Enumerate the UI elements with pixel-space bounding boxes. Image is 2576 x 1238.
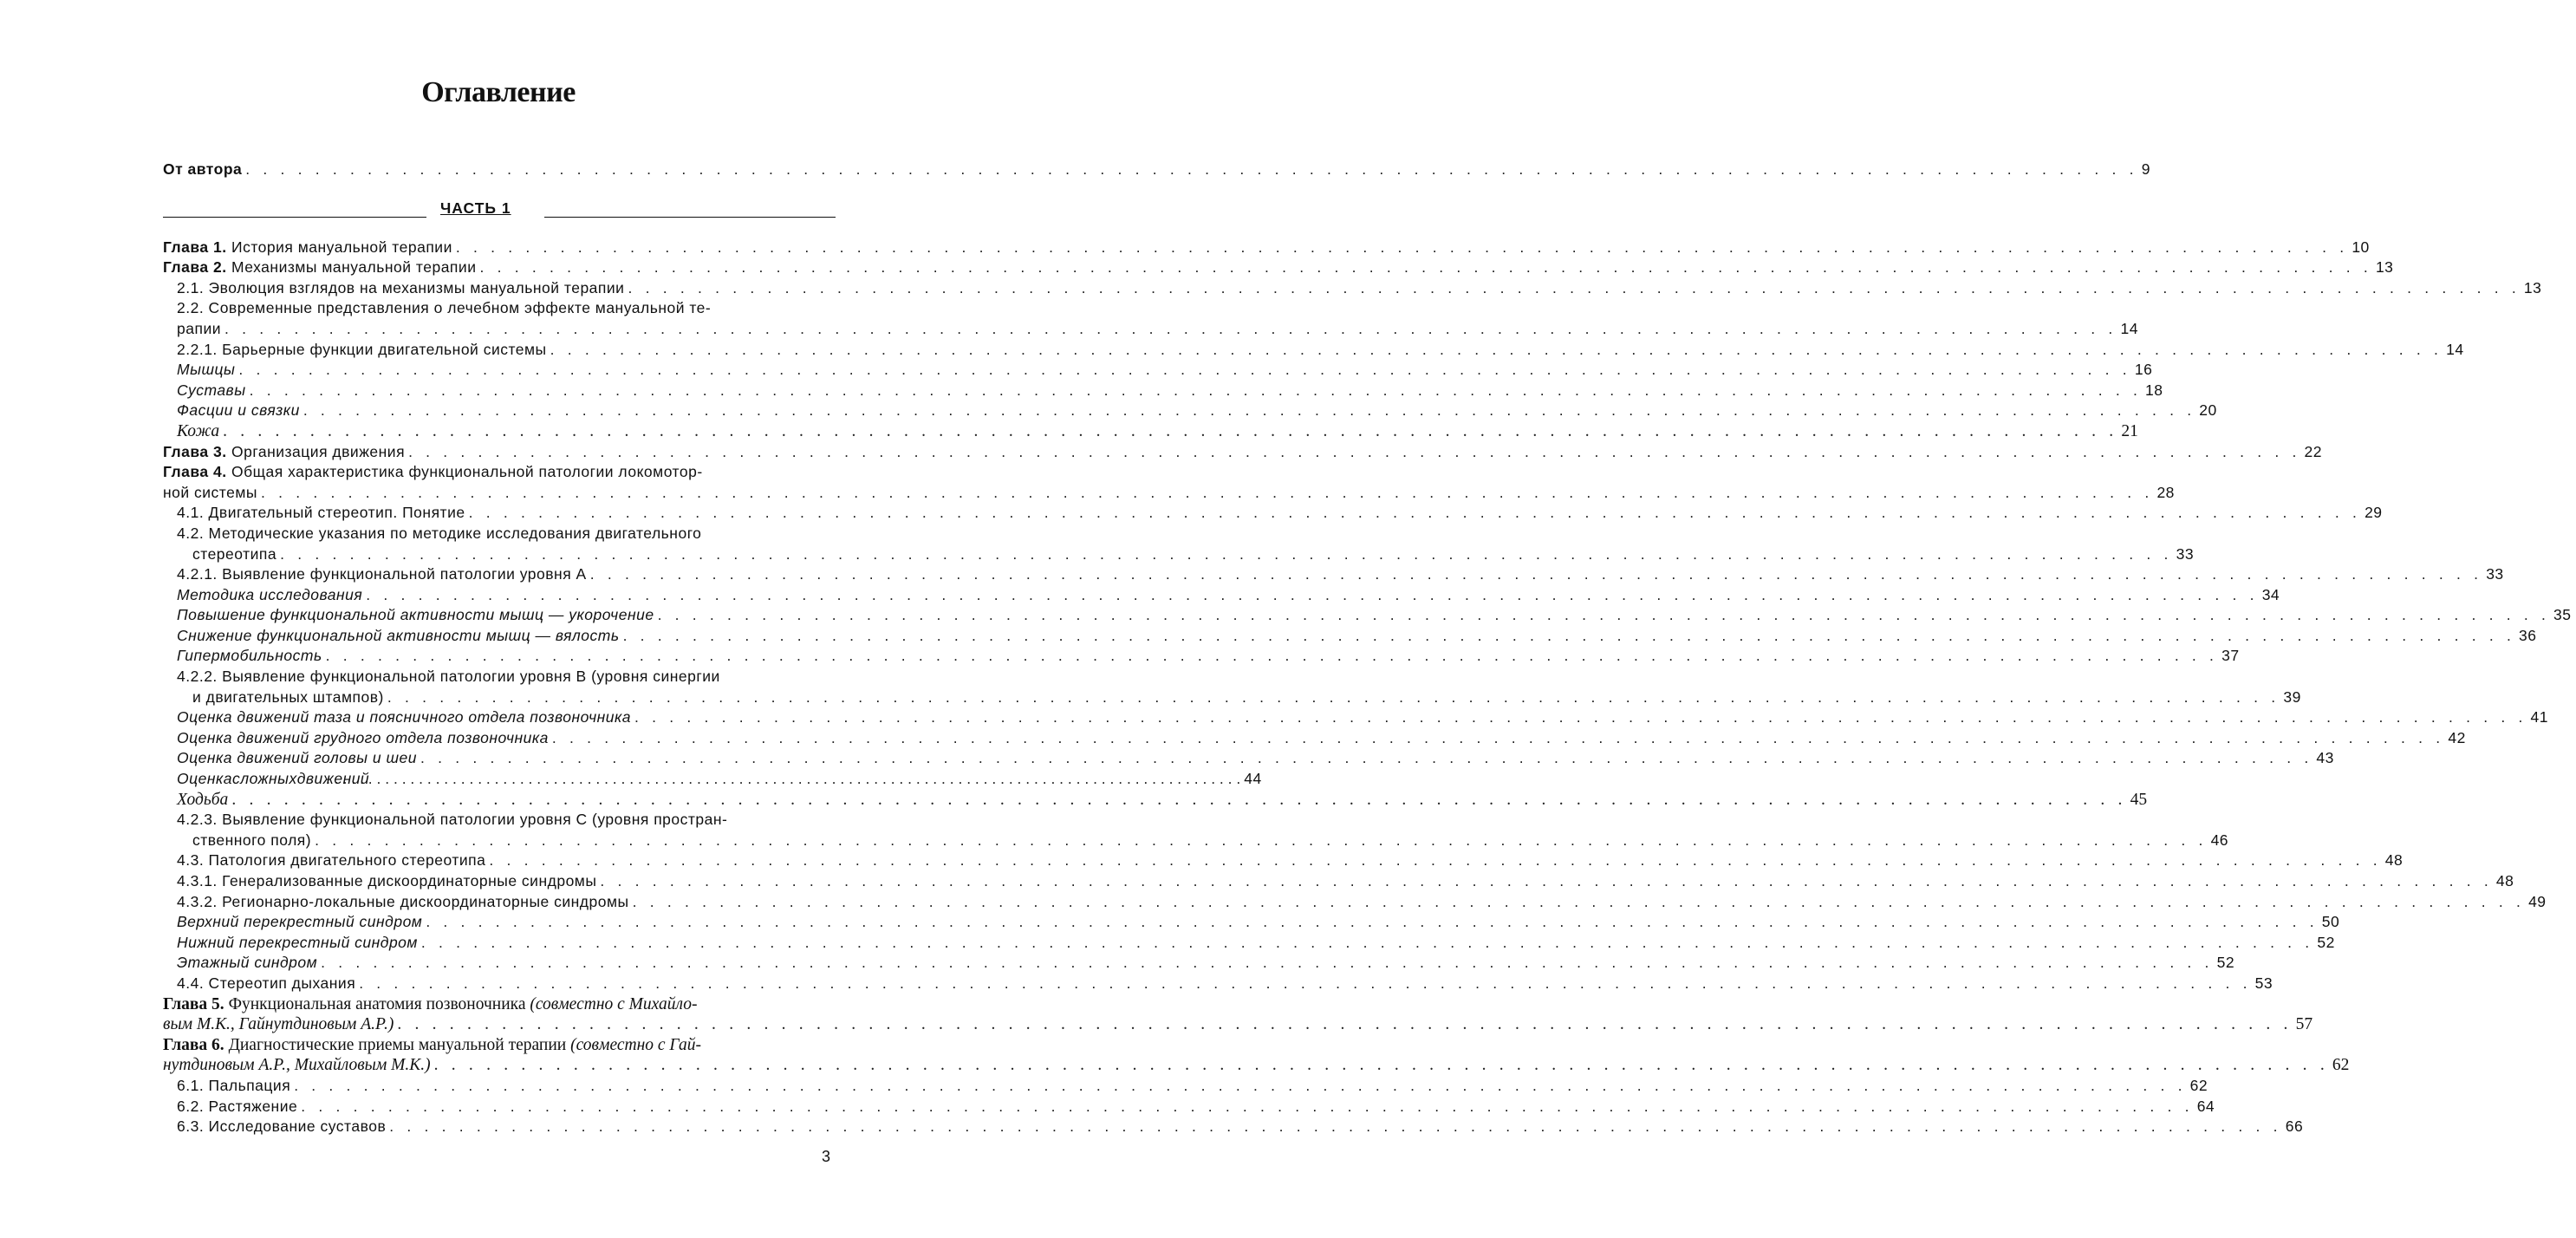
toc-entry-text: Оценка движений головы и шеи: [177, 749, 417, 767]
dot-leader: [261, 483, 2153, 504]
toc-page-number: 36: [2519, 626, 2537, 644]
toc-entry: [163, 524, 2195, 564]
dot-leader: [303, 401, 2195, 421]
dot-leader: [238, 360, 2130, 381]
toc-entry-text: Оценка движений таза и поясничного отдела позвоночника: [177, 708, 632, 727]
dot-leader: [600, 871, 2492, 892]
toc-entry-author: [163, 160, 2150, 180]
toc-entry: [163, 892, 2547, 913]
toc-page-number: 44: [1244, 770, 1262, 788]
toc-page-number: 20: [2199, 401, 2217, 420]
toc-page-number: 45: [2130, 790, 2148, 809]
toc-entry: [163, 585, 2280, 606]
dot-leader: [280, 544, 2172, 565]
toc-entry: [163, 1097, 2215, 1117]
toc-page-number: 48: [2495, 872, 2514, 889]
toc-page-number: 48: [2384, 851, 2404, 870]
toc-page-number: 9: [2141, 160, 2150, 178]
part-rule-left: [163, 217, 426, 218]
toc-entry: [163, 401, 2217, 421]
toc-entry-text: рапии: [177, 319, 221, 337]
part-heading: [163, 189, 836, 227]
dot-leader: [224, 319, 2117, 340]
toc-entry: [163, 667, 2301, 707]
toc-page-number: 13: [2375, 258, 2394, 277]
toc-entry-word: Оценка: [177, 770, 232, 788]
chapter-label: Глава 3.: [163, 442, 227, 460]
toc-page-number: 10: [2352, 238, 2370, 256]
toc-entry: [163, 933, 2335, 954]
toc-page-number: 13: [2523, 278, 2542, 296]
toc-entry-chapter-5: [163, 994, 2313, 1035]
part-rule-right: [544, 217, 836, 218]
dot-leader: [223, 421, 2117, 442]
toc-entry-text: и двигательных штампов): [192, 687, 384, 706]
toc-page-number: 21: [2121, 421, 2138, 440]
dot-leader: [387, 687, 2280, 708]
chapter-label: Глава 6.: [163, 1035, 224, 1054]
toc-entry-text: Механизмы мануальной терапии: [231, 258, 477, 277]
dot-leader: [421, 933, 2313, 954]
toc-entry-text: вым М.К., Гайнутдиновым А.Р.): [163, 1015, 394, 1034]
toc-page-number: 66: [2285, 1117, 2304, 1136]
dot-leader: [359, 974, 2251, 994]
toc-entry-text: 4.1. Двигательный стереотип. Понятие: [177, 504, 465, 522]
toc-page-number: 14: [2120, 319, 2138, 337]
dot-leader: [469, 503, 2361, 524]
toc-entry: [163, 298, 2138, 339]
toc-entry-text-first-line: 4.2.3. Выявление функциональной патологии уровня С (уровня простран-: [177, 811, 728, 829]
dot-leader: [326, 646, 2218, 667]
chapter-label: Глава 4.: [163, 463, 227, 481]
page-title: Оглавление: [421, 76, 576, 108]
chapter-label: Глава 2.: [163, 258, 227, 277]
dot-leader: [456, 238, 2348, 258]
toc-page-number: 28: [2156, 483, 2175, 501]
dot-leader: [623, 626, 2515, 647]
toc-entry-text-first-line: 4.2. Методические указания по методике исследования двигательного: [177, 524, 702, 542]
dot-leader: [294, 1076, 2186, 1097]
toc-page-number: 41: [2530, 708, 2548, 727]
part-label: ЧАСТЬ 1: [440, 199, 511, 217]
toc-entry: [163, 871, 2514, 892]
toc-entry: [163, 626, 2537, 647]
toc-entry-text: нутдиновым А.Р., Михайловым М.К.): [163, 1056, 431, 1075]
toc-page-number: 50: [2321, 913, 2340, 931]
toc-entry-text: стереотипа: [192, 544, 277, 563]
chapter-label: Глава 1.: [163, 238, 227, 256]
toc-entry-text-first-line: 4.2.2. Выявление функциональной патологии уровня В (уровня синергии: [177, 668, 720, 686]
toc-entry-text-first-line: 2.2. Современные представления о лечебном эффекте мануальной те-: [177, 299, 712, 317]
toc-page-number: 64: [2196, 1097, 2215, 1115]
toc-page-number: 49: [2528, 892, 2547, 910]
toc-entry: [163, 912, 2340, 933]
dot-leader: [321, 953, 2213, 974]
dot-leader: [245, 160, 2137, 180]
toc-entry: [163, 974, 2274, 994]
toc-entry: [163, 605, 2572, 626]
toc-entry-text: Нижний перекрестный синдром: [177, 933, 418, 951]
toc-entry-text: 6.3. Исследование суставов: [177, 1117, 387, 1136]
toc-entry-text: Этажный синдром: [177, 954, 318, 972]
toc-entry: [163, 790, 2148, 811]
toc-entry-text: Оценка движений грудного отдела позвоночника: [177, 728, 549, 746]
dot-leader: [397, 1014, 2292, 1035]
dot-leader: [250, 381, 2142, 401]
page-number: 3: [822, 1148, 831, 1165]
toc-page-number: 29: [2365, 504, 2383, 522]
toc-entry-text: Ходьба: [177, 790, 229, 809]
toc-entry: [163, 381, 2163, 401]
dot-leader: [658, 605, 2550, 626]
toc-entry: [163, 728, 2466, 749]
toc-entry-chapter-1: [163, 238, 2370, 258]
toc-page-number: 18: [2145, 381, 2163, 399]
toc-entry: [163, 421, 2138, 442]
dot-leader: [366, 585, 2258, 606]
toc-entry-coauthors: (совместно с Гай-: [570, 1035, 702, 1054]
dot-leader: [231, 790, 2126, 811]
toc-page-number: 52: [2216, 954, 2235, 972]
toc-entry: [163, 707, 2548, 728]
toc-entry-chapter-2: [163, 257, 2394, 278]
toc-entry-text: 4.4. Стереотип дыхания: [177, 974, 356, 992]
dot-leader: [634, 707, 2527, 728]
toc-entry-text: Гипермобильность: [177, 647, 322, 665]
toc-page-number: 14: [2446, 340, 2464, 358]
toc-entry-text: 4.2.1. Выявление функциональной патологии уровня А: [177, 565, 587, 583]
toc-page-number: 62: [2189, 1076, 2208, 1094]
toc-entry: [163, 1117, 2304, 1137]
dot-leader: [434, 1055, 2329, 1076]
toc-page-number: 57: [2295, 1015, 2313, 1034]
toc-entry-chapter-4: [163, 462, 2175, 503]
toc-page-number: 16: [2134, 361, 2153, 379]
dot-leader: [420, 748, 2313, 769]
toc-entry: [163, 646, 2240, 667]
toc-entry: [163, 564, 2504, 585]
toc-page-number: 53: [2254, 974, 2274, 992]
toc-entry: [163, 503, 2383, 524]
toc-entry-text: Организация движения: [231, 442, 406, 460]
dot-leader: [590, 564, 2482, 585]
toc-entry: [163, 850, 2404, 871]
toc-page-number: 39: [2283, 687, 2301, 706]
toc-page-number: 42: [2448, 728, 2466, 746]
dot-leader: [489, 850, 2381, 871]
toc-page-number: 33: [2176, 544, 2195, 563]
toc-entry: [163, 810, 2229, 850]
chapter-label: Глава 5.: [163, 994, 224, 1013]
toc-entry-text: 4.3.2. Регионарно-локальные дискоординаторные синдромы: [177, 892, 629, 910]
toc-entry-text: Фасции и связки: [177, 401, 300, 420]
toc-page-number: 35: [2553, 606, 2572, 624]
dot-leader: [479, 257, 2371, 278]
dot-leader: [550, 340, 2443, 361]
toc-page-number: 52: [2317, 933, 2335, 951]
toc-entry: [163, 769, 1262, 790]
dot-leader: [633, 892, 2525, 913]
toc-page-number: 62: [2332, 1056, 2350, 1075]
toc-entry-text: Верхний перекрестный синдром: [177, 913, 423, 931]
toc-entry-chapter-6: [163, 1035, 2350, 1076]
toc-entry-chapter-3: [163, 442, 2322, 463]
toc-entry: [163, 953, 2235, 974]
toc-page-number: 33: [2486, 565, 2504, 583]
toc-entry-text: История мануальной терапии: [231, 238, 452, 256]
toc-entry-word: сложных: [231, 770, 297, 788]
toc-entry-text-first-line: Общая характеристика функциональной патологии локомотор-: [231, 463, 703, 481]
toc-entry-coauthors: (совместно с Михайло-: [530, 994, 698, 1013]
dot-leader: [552, 728, 2444, 749]
toc-entry-text: 6.1. Пальпация: [177, 1076, 291, 1094]
dot-leader: [408, 442, 2300, 463]
toc-entry-text: 4.3.1. Генерализованные дискоординаторные синдромы: [177, 872, 597, 889]
toc-entry-text: ственного поля): [192, 831, 312, 849]
toc-entry-text: 4.3. Патология двигательного стереотипа: [177, 851, 486, 870]
toc-entry-word: движений: [296, 770, 370, 788]
toc-entry: [163, 278, 2542, 299]
toc-page-number: 34: [2261, 585, 2280, 603]
dot-leader: [315, 831, 2207, 851]
toc-entry-text: Методика исследования: [177, 585, 363, 603]
toc-entry-text: ной системы: [163, 483, 257, 501]
toc-page-number: 22: [2304, 442, 2322, 460]
toc-entry-text: 2.2.1. Барьерные функции двигательной системы: [177, 340, 547, 358]
table-of-contents: [163, 160, 2572, 1137]
toc-entry-text: 2.1. Эволюция взглядов на механизмы мануальной терапии: [177, 278, 625, 296]
dot-leader: [426, 912, 2318, 933]
toc-entry: [163, 360, 2153, 381]
toc-entry: [163, 748, 2334, 769]
toc-entry-text-first-line: Функциональная анатомия позвоночника: [228, 994, 526, 1013]
toc-entry-text: Кожа: [177, 421, 220, 440]
toc-entry-text: Снижение функциональной активности мышц — вялость: [177, 626, 620, 644]
toc-entry-text-first-line: Диагностические приемы мануальной терапии: [228, 1035, 567, 1054]
dot-leader: [628, 278, 2520, 299]
toc-entry-text: Мышцы: [177, 361, 236, 379]
toc-entry-text: Суставы: [177, 381, 246, 399]
toc-page-number: 46: [2210, 831, 2229, 849]
dot-leader: [301, 1097, 2193, 1117]
toc-page-number: 43: [2316, 749, 2334, 767]
toc-page-number: 37: [2221, 647, 2240, 665]
dot-leader: [389, 1117, 2281, 1137]
toc-entry: [163, 340, 2464, 361]
toc-entry-text: 6.2. Растяжение: [177, 1097, 298, 1115]
toc-entry-text: Повышение функциональной активности мышц — укорочение: [177, 606, 654, 624]
toc-entry: [163, 1076, 2208, 1097]
toc-entry-label: От автора: [163, 160, 243, 178]
